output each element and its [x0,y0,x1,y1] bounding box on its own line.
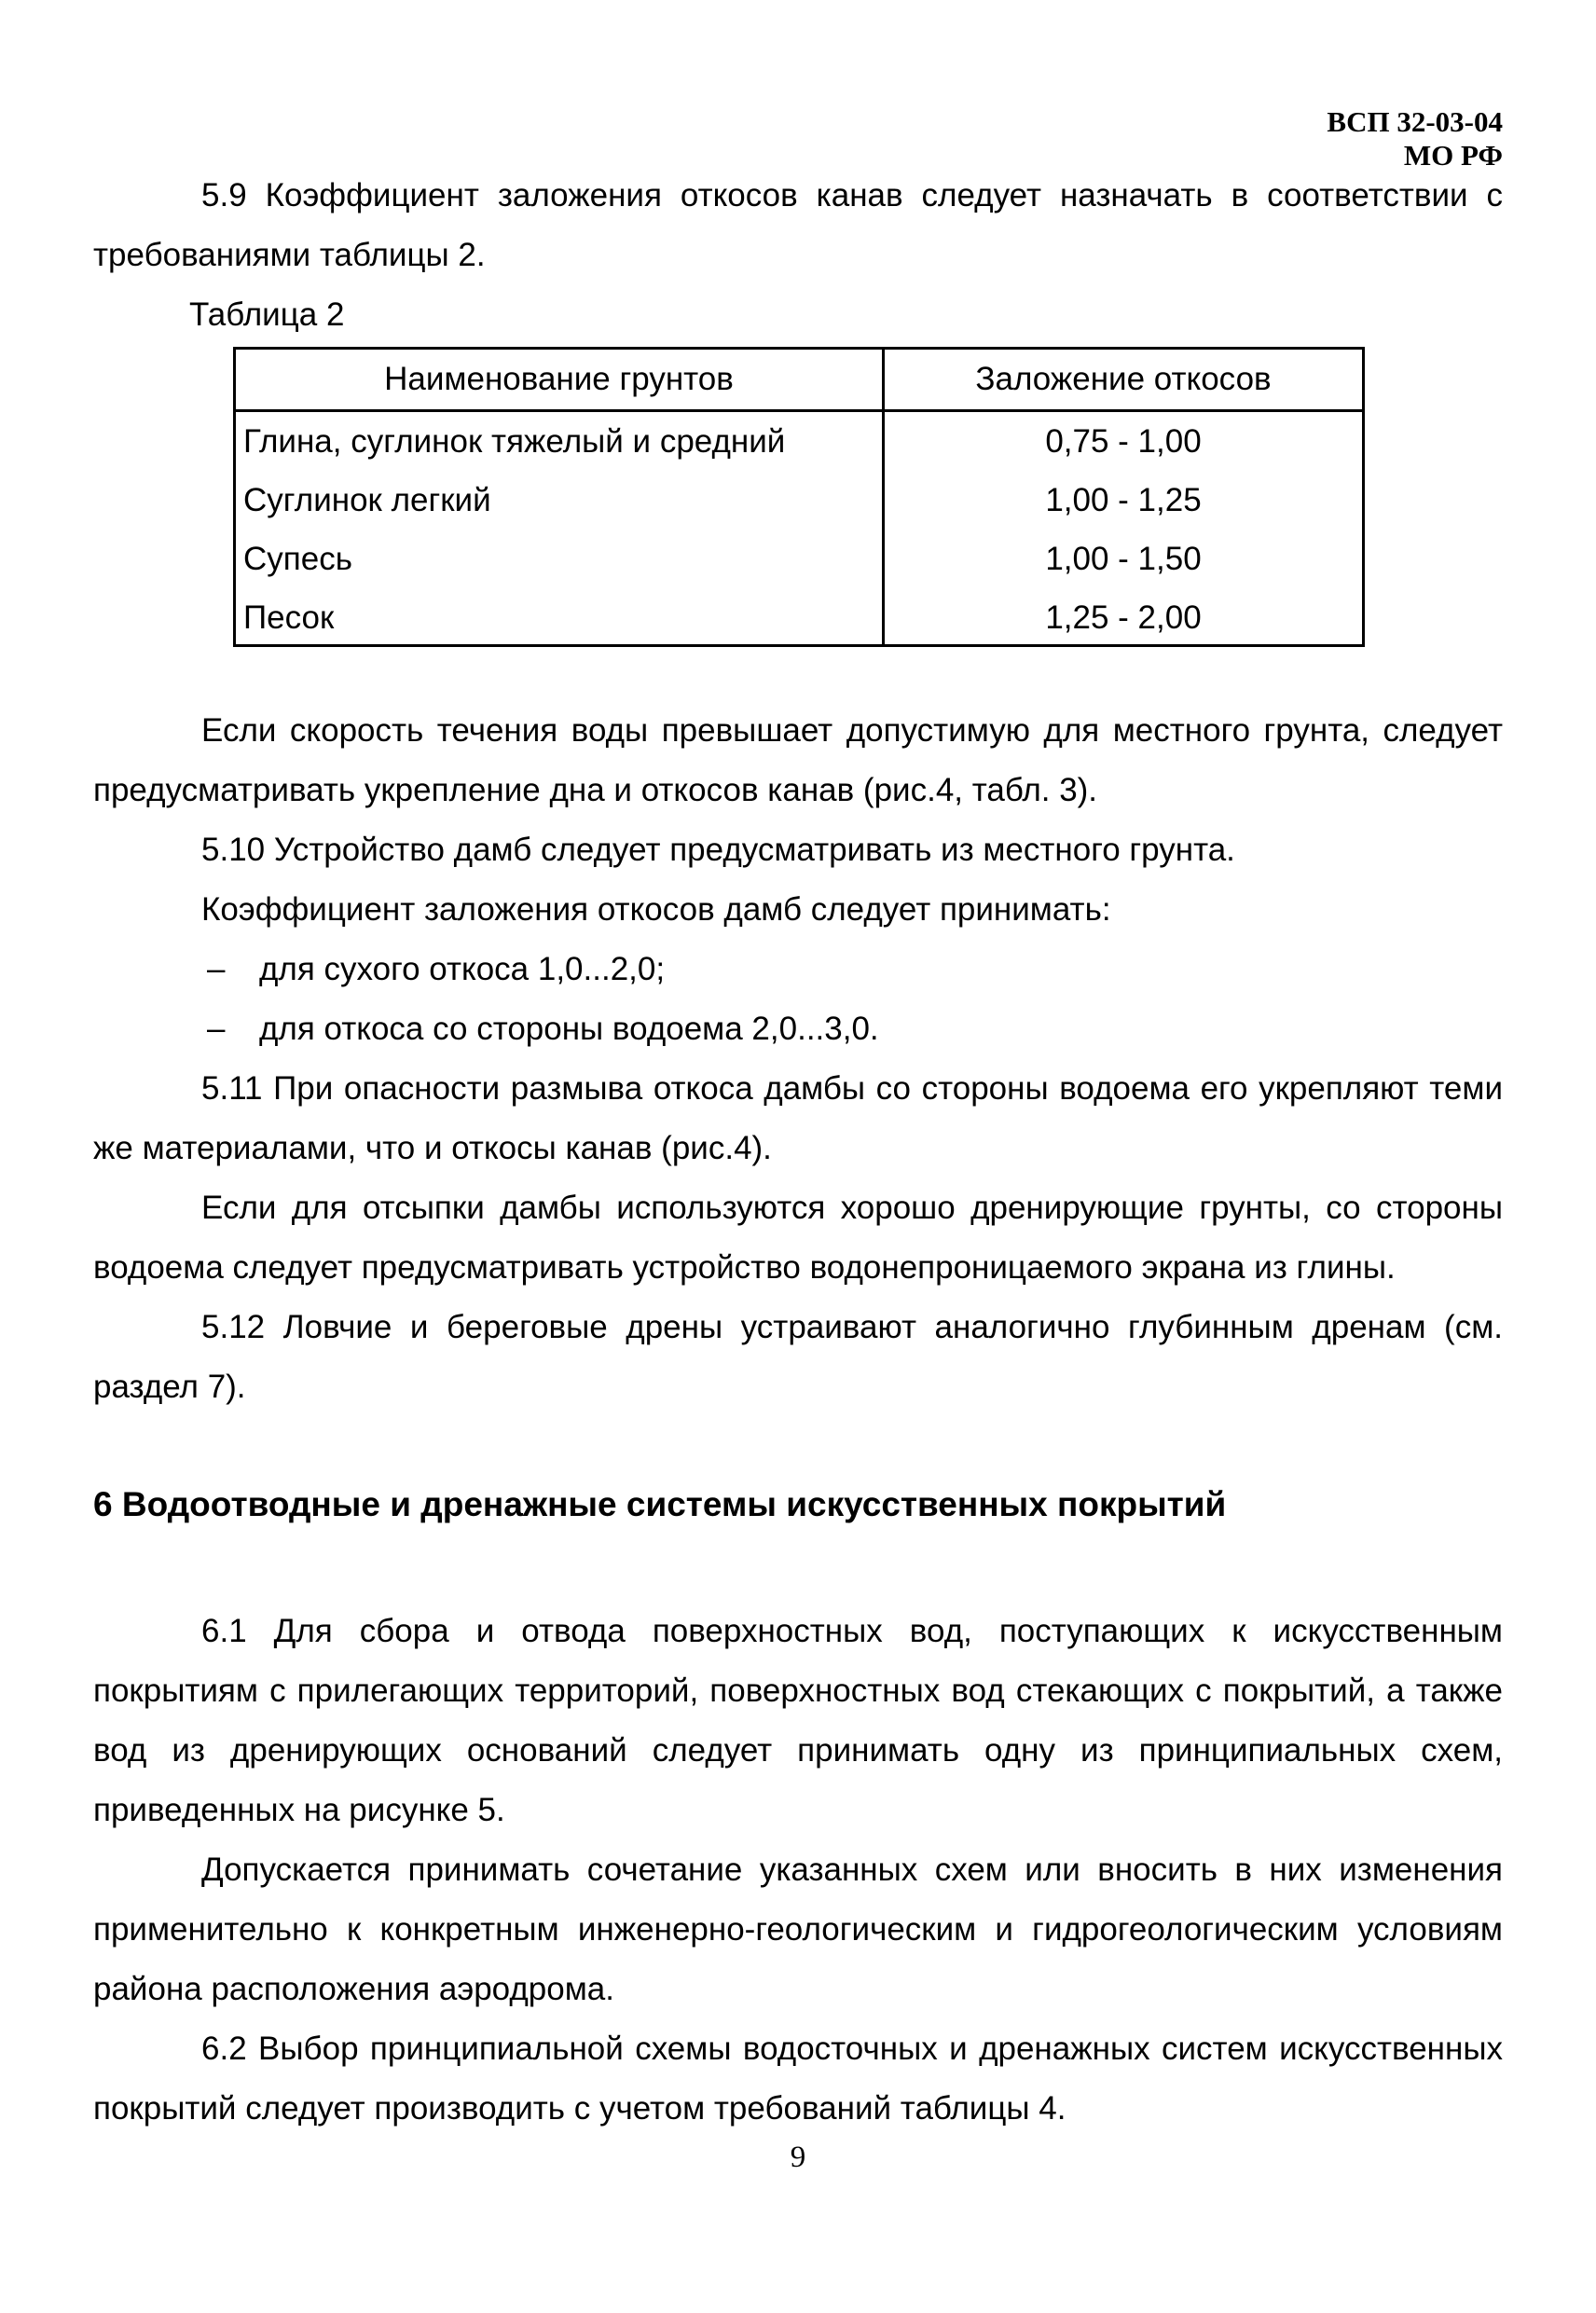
table-cell-value: 1,00 - 1,50 [1045,541,1202,577]
table-cell-value: 1,00 - 1,25 [1045,482,1202,518]
table-header-soil: Наименование грунтов [384,361,734,397]
paragraph-6-1: 6.1 Для сбора и отвода поверхностных вод, поступающих к искусственным покрытиям с прилегающих территорий, поверхностных вод стекающих с покрытий, а также вод из дренирующих оснований следует принимать одну из принципиальных схем, приведенных на рисунке 5. [93,1613,1503,1828]
paragraph-drainage-soils: Если для отсыпки дамбы используются хорошо дренирующие грунты, со стороны водоема следует предусматривать устройство водонепроницаемого экрана из глины. [93,1190,1503,1286]
paragraph-allowed: Допускается принимать сочетание указанных схем или вносить в них изменения применительно к конкретным инженерно-геологическим и гидрогеологическим условиям района расположения аэродрома. [93,1852,1503,2007]
table-2 [233,347,1365,647]
paragraph-5-9: 5.9 Коэффициент заложения откосов канав следует назначать в соответствии с требованиями таблицы 2. [93,177,1503,273]
paragraph-5-10: 5.10 Устройство дамб следует предусматривать из местного грунта. [201,832,1235,868]
table-cell-soil: Супесь [243,541,352,577]
paragraph-5-11: 5.11 При опасности размыва откоса дамбы со стороны водоема его укрепляют теми же материалами, что и откосы канав (рис.4). [93,1070,1503,1166]
page-number: 9 [790,2141,806,2174]
table-cell-soil: Глина, суглинок тяжелый и средний [243,423,786,460]
table-cell-value: 1,25 - 2,00 [1045,599,1202,636]
paragraph-flow-speed: Если скорость течения воды превышает допустимую для местного грунта, следует предусматривать укрепление дна и откосов канав (рис.4, табл. 3). [93,712,1503,808]
table-cell-soil: Суглинок легкий [243,482,491,518]
section-6-heading: 6 Водоотводные и дренажные системы искусственных покрытий [93,1485,1227,1523]
list-dash: – [207,951,226,987]
table-caption: Таблица 2 [189,296,345,333]
table-header-slope: Заложение откосов [975,361,1272,397]
paragraph-5-12: 5.12 Ловчие и береговые дрены устраивают аналогично глубинным дренам (см. раздел 7). [93,1309,1503,1405]
list-item: для сухого откоса 1,0...2,0; [259,951,666,987]
list-dash: – [207,1011,226,1047]
list-item: для откоса со стороны водоема 2,0...3,0. [259,1011,879,1047]
document-org: МО РФ [1403,139,1503,172]
paragraph-6-2: 6.2 Выбор принципиальной схемы водосточных и дренажных систем искусственных покрытий следует производить с учетом требований таблицы 4. [93,2031,1503,2127]
document-code: ВСП 32-03-04 [1327,105,1503,138]
paragraph-dam-coef: Коэффициент заложения откосов дамб следует принимать: [201,891,1111,928]
table-cell-value: 0,75 - 1,00 [1045,423,1202,460]
table-cell-soil: Песок [243,599,335,636]
